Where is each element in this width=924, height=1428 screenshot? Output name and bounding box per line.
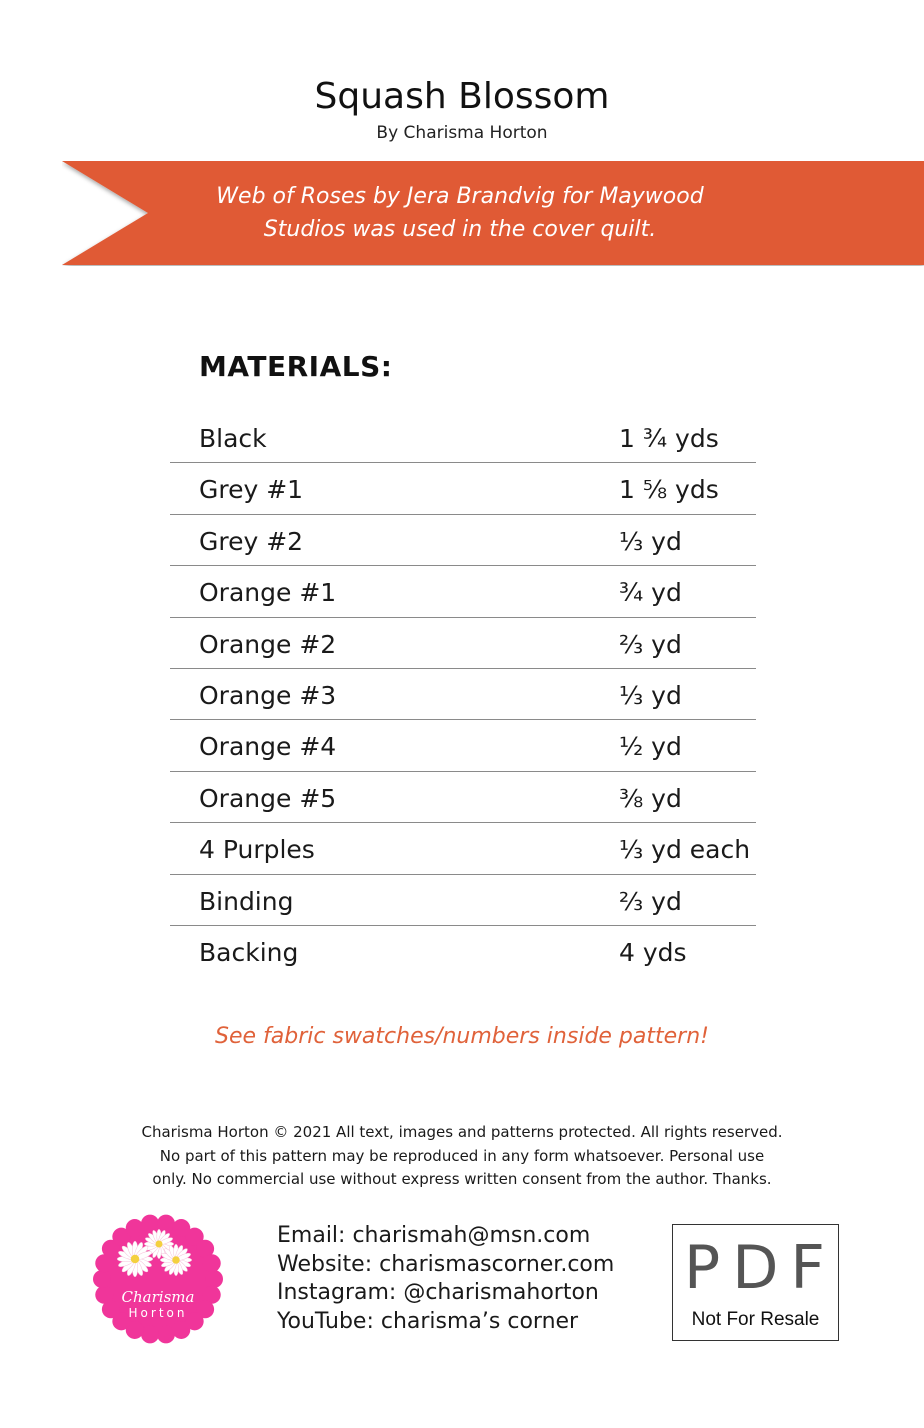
swatch-note: See fabric swatches/numbers inside pattern! bbox=[215, 1024, 709, 1049]
materials-row bbox=[170, 720, 756, 771]
materials-row bbox=[170, 926, 756, 977]
logo-name-line-2: Horton bbox=[128, 1306, 188, 1320]
materials-row bbox=[170, 618, 756, 669]
logo-badge-icon bbox=[93, 1214, 223, 1344]
copyright-notice bbox=[110, 1121, 814, 1192]
materials-table bbox=[170, 412, 756, 977]
contact-email[interactable]: Email: charismah@msn.com bbox=[277, 1223, 591, 1248]
not-for-resale-label: Not For Resale bbox=[691, 1309, 820, 1330]
material-name: 4 Purples bbox=[199, 835, 315, 865]
materials-row bbox=[170, 566, 756, 617]
material-name: Grey #2 bbox=[199, 526, 304, 556]
logo-name-line-1: Charisma bbox=[121, 1288, 195, 1306]
material-amount: ⅓ yd bbox=[619, 526, 682, 556]
copyright-line-1: Charisma Horton © 2021 All text, images and patterns protected. All rights reserved. bbox=[141, 1123, 783, 1141]
pdf-label: PDF bbox=[684, 1233, 837, 1303]
material-amount: ⅔ yd bbox=[619, 886, 682, 916]
material-name: Orange #1 bbox=[199, 578, 337, 608]
copyright-line-3: only. No commercial use without express written consent from the author. Thanks. bbox=[152, 1170, 772, 1188]
copyright-line-2: No part of this pattern may be reproduced in any form whatsoever. Personal use bbox=[159, 1146, 765, 1165]
materials-row bbox=[170, 412, 756, 463]
banner-line-2: Studios was used in the cover quilt. bbox=[263, 217, 657, 242]
banner-text bbox=[160, 180, 760, 246]
materials-row bbox=[170, 772, 756, 823]
material-name: Grey #1 bbox=[199, 475, 304, 505]
charisma-horton-logo bbox=[93, 1214, 223, 1344]
pdf-not-for-resale-badge bbox=[672, 1224, 839, 1341]
material-name: Backing bbox=[199, 937, 299, 967]
materials-row bbox=[170, 875, 756, 926]
materials-heading: MATERIALS: bbox=[199, 350, 393, 383]
pattern-title: Squash Blossom bbox=[314, 76, 610, 117]
material-amount: ⅔ yd bbox=[619, 629, 682, 659]
contact-instagram[interactable]: Instagram: @charismahorton bbox=[277, 1280, 599, 1305]
material-name: Orange #5 bbox=[199, 783, 337, 813]
material-name: Orange #3 bbox=[199, 680, 337, 710]
material-amount: ½ yd bbox=[619, 732, 682, 762]
materials-row bbox=[170, 823, 756, 874]
material-amount: 1 ¾ yds bbox=[619, 424, 719, 453]
material-name: Binding bbox=[199, 886, 294, 916]
materials-row bbox=[170, 669, 756, 720]
material-amount: ⅜ yd bbox=[619, 783, 682, 813]
material-name: Orange #4 bbox=[199, 732, 337, 762]
material-name: Black bbox=[199, 424, 267, 453]
pattern-author: By Charisma Horton bbox=[376, 123, 548, 143]
material-name: Orange #2 bbox=[199, 629, 337, 659]
contact-info bbox=[277, 1222, 614, 1336]
material-amount: ¾ yd bbox=[619, 578, 682, 608]
material-amount: ⅓ yd each bbox=[619, 835, 751, 865]
material-amount: 4 yds bbox=[619, 937, 687, 967]
material-amount: 1 ⅝ yds bbox=[619, 475, 719, 505]
materials-row bbox=[170, 463, 756, 514]
materials-row bbox=[170, 515, 756, 566]
material-amount: ⅓ yd bbox=[619, 680, 682, 710]
contact-website[interactable]: Website: charismascorner.com bbox=[277, 1251, 615, 1277]
banner-line-1: Web of Roses by Jera Brandvig for Maywood bbox=[216, 184, 704, 209]
contact-youtube[interactable]: YouTube: charisma’s corner bbox=[277, 1308, 579, 1334]
